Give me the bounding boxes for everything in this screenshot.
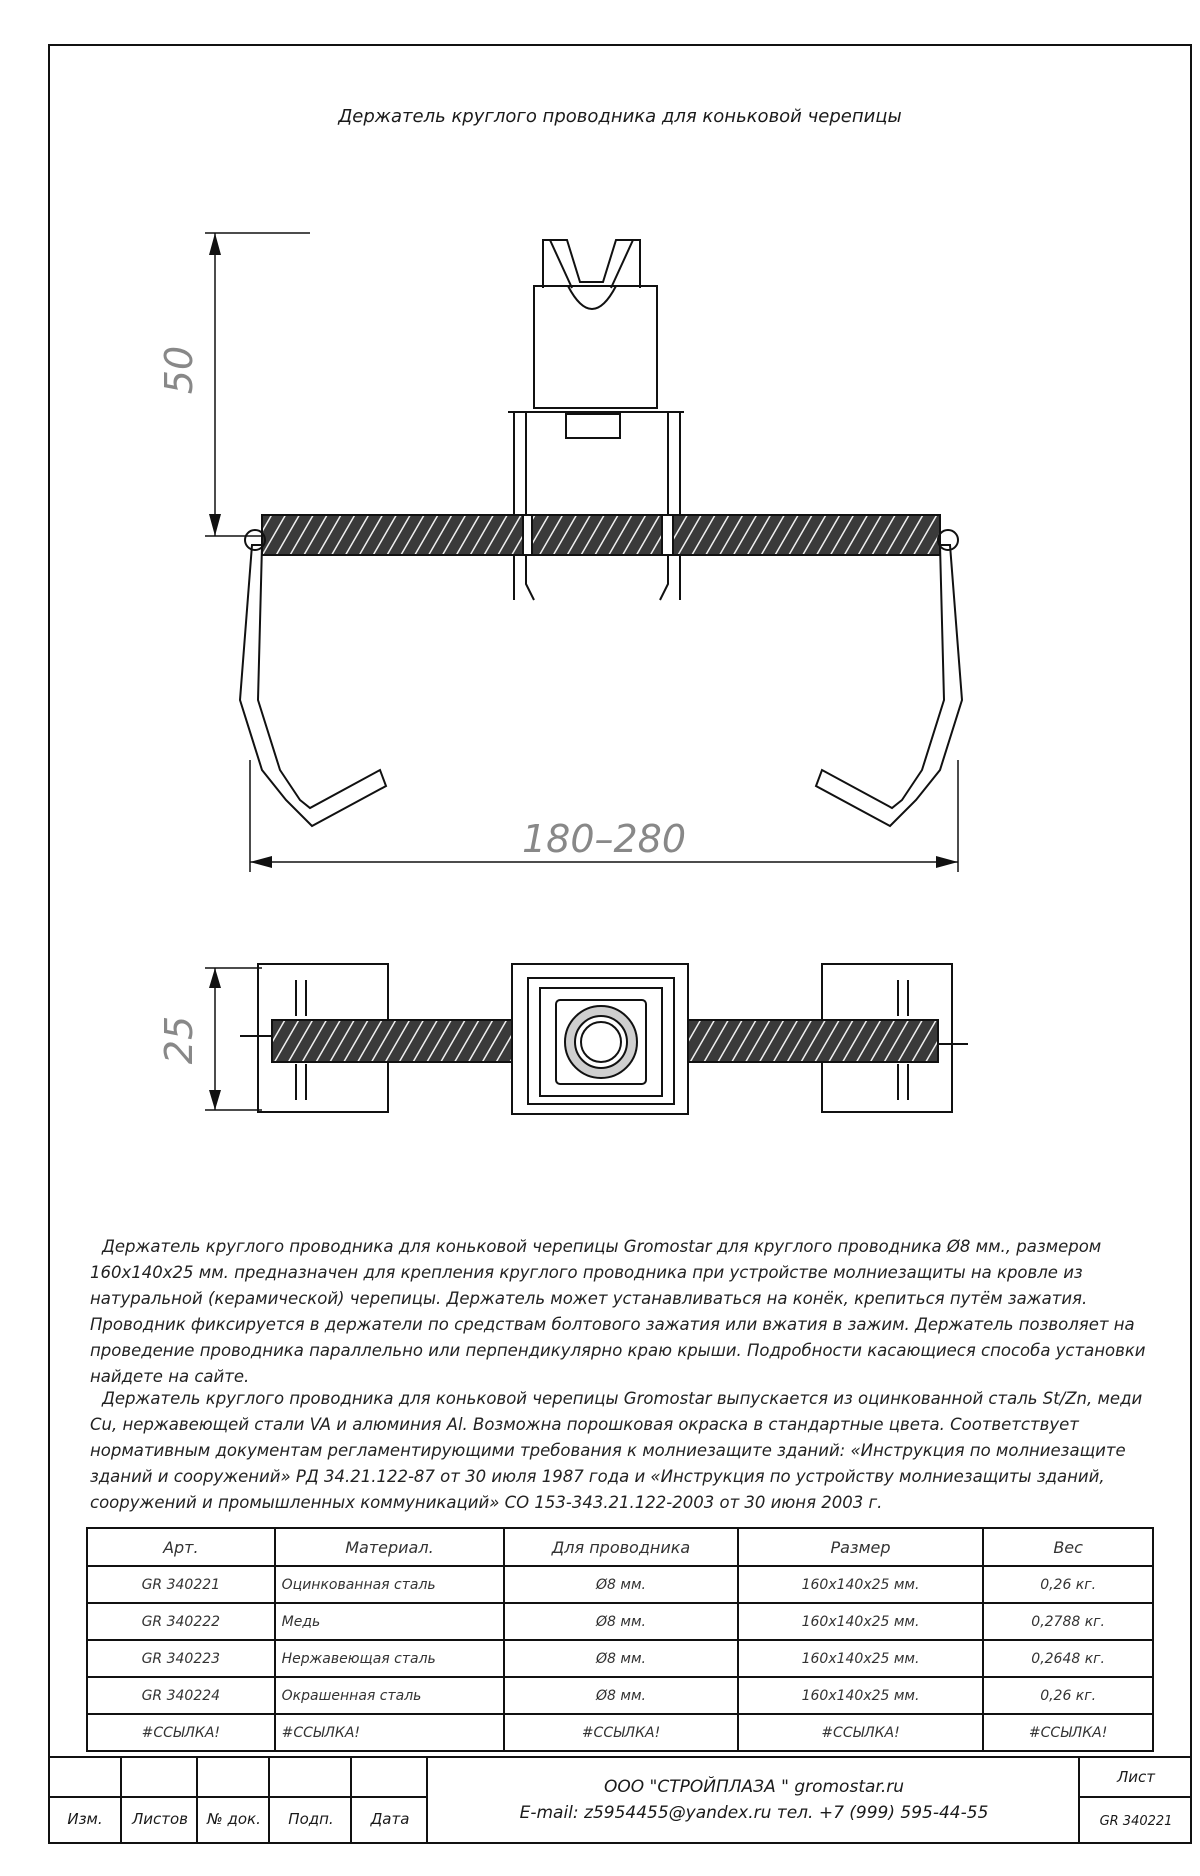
header-material: Материал.: [275, 1528, 505, 1566]
col-data: [352, 1756, 428, 1844]
company-name: ООО "СТРОЙПЛАЗА " gromostar.ru: [604, 1777, 904, 1797]
description-paragraph-2: [90, 1386, 1150, 1516]
top-view: [205, 964, 968, 1114]
label-izm: Изм.: [67, 1810, 103, 1828]
cell-size: 160x140x25 мм.: [738, 1566, 983, 1603]
cell-art: #ССЫЛКА!: [87, 1714, 275, 1751]
cell-weight: 0,26 кг.: [983, 1566, 1153, 1603]
company-info: [428, 1774, 1080, 1826]
cell-conductor: Ø8 мм.: [504, 1603, 738, 1640]
cell-conductor: Ø8 мм.: [504, 1640, 738, 1677]
cell-weight: #ССЫЛКА!: [983, 1714, 1153, 1751]
col-listov: [122, 1756, 198, 1844]
sheet-label: Лист: [1116, 1768, 1155, 1786]
description-paragraph-1: [90, 1234, 1150, 1390]
label-data: Дата: [370, 1810, 410, 1828]
cell-conductor: Ø8 мм.: [504, 1677, 738, 1714]
header-weight: Вес: [983, 1528, 1153, 1566]
table-row: [87, 1603, 1153, 1640]
table-header-row: [87, 1528, 1153, 1566]
dim-depth-label: 25: [157, 1015, 201, 1065]
cell-art: GR 340221: [87, 1566, 275, 1603]
label-listov: Листов: [131, 1810, 189, 1828]
col-izm: [48, 1756, 122, 1844]
sheet-code: GR 340221: [1099, 1814, 1173, 1829]
cell-weight: 0,2788 кг.: [983, 1603, 1153, 1640]
dim-width-label: 180–280: [521, 817, 687, 861]
col-podp: [270, 1756, 352, 1844]
cell-art: GR 340223: [87, 1640, 275, 1677]
title-block: [48, 1756, 1192, 1844]
cell-art: GR 340224: [87, 1677, 275, 1714]
cell-weight: 0,26 кг.: [983, 1677, 1153, 1714]
cell-size: 160x140x25 мм.: [738, 1603, 983, 1640]
table-row: [87, 1677, 1153, 1714]
cell-size: 160x140x25 мм.: [738, 1677, 983, 1714]
dim-height-label: 50: [157, 345, 201, 395]
page-title: Держатель круглого проводника для коньковой черепицы: [338, 106, 902, 127]
label-podp: Подп.: [288, 1810, 334, 1828]
front-view: [205, 233, 962, 872]
cell-material: Окрашенная сталь: [275, 1677, 505, 1714]
cell-size: 160x140x25 мм.: [738, 1640, 983, 1677]
header-size: Размер: [738, 1528, 983, 1566]
cell-art: GR 340222: [87, 1603, 275, 1640]
cell-conductor: #ССЫЛКА!: [504, 1714, 738, 1751]
cell-weight: 0,2648 кг.: [983, 1640, 1153, 1677]
table-row: [87, 1640, 1153, 1677]
cell-material: Медь: [275, 1603, 505, 1640]
header-conductor: Для проводника: [504, 1528, 738, 1566]
title-block-sheet-line: [1080, 1796, 1192, 1798]
cell-material: Оцинкованная сталь: [275, 1566, 505, 1603]
header-art: Арт.: [87, 1528, 275, 1566]
spec-table: [86, 1527, 1154, 1752]
label-nodok: № док.: [207, 1810, 261, 1828]
description-text-1: Держатель круглого проводника для коньковой черепицы Gromostar для круглого проводника Ø8 мм., размером 160x140x25 мм. предназначен для крепления круглого проводника при устройстве молниезащиты на кровле из натуральной (керамической) черепицы. Держатель может устанавливаться на конёк, крепиться путём зажатия. Проводник фиксируется в держатели по средствам болтового зажатия или вжатия в зажим. Держатель позволяет на проведение проводника параллельно или перпендикулярно краю крыши. Подробности касающиеся способа установки найдете на сайте.: [90, 1237, 1146, 1386]
table-row: [87, 1566, 1153, 1603]
cell-material: Нержавеющая сталь: [275, 1640, 505, 1677]
description-text-2: Держатель круглого проводника для коньковой черепицы Gromostar выпускается из оцинкованной сталь St/Zn, меди Cu, нержавеющей стали VA и алюминия Al. Возможна порошковая окраска в стандартные цвета. Соответствует нормативным документам регламентирующими требования к молниезащите зданий: «Инструкция по молниезащите зданий и сооружений» РД 34.21.122-87 от 30 июля 1987 года и «Инструкция по устройству молниезащиты зданий, сооружений и промышленных коммуникаций» СО 153-343.21.122-2003 от 30 июня 2003 г.: [90, 1389, 1143, 1512]
cell-size: #ССЫЛКА!: [738, 1714, 983, 1751]
table-row: [87, 1714, 1153, 1751]
company-contacts: E-mail: z5954455@yandex.ru тел. +7 (999) 595-44-55: [519, 1803, 989, 1823]
cell-conductor: Ø8 мм.: [504, 1566, 738, 1603]
cell-material: #ССЫЛКА!: [275, 1714, 505, 1751]
col-nodok: [198, 1756, 270, 1844]
